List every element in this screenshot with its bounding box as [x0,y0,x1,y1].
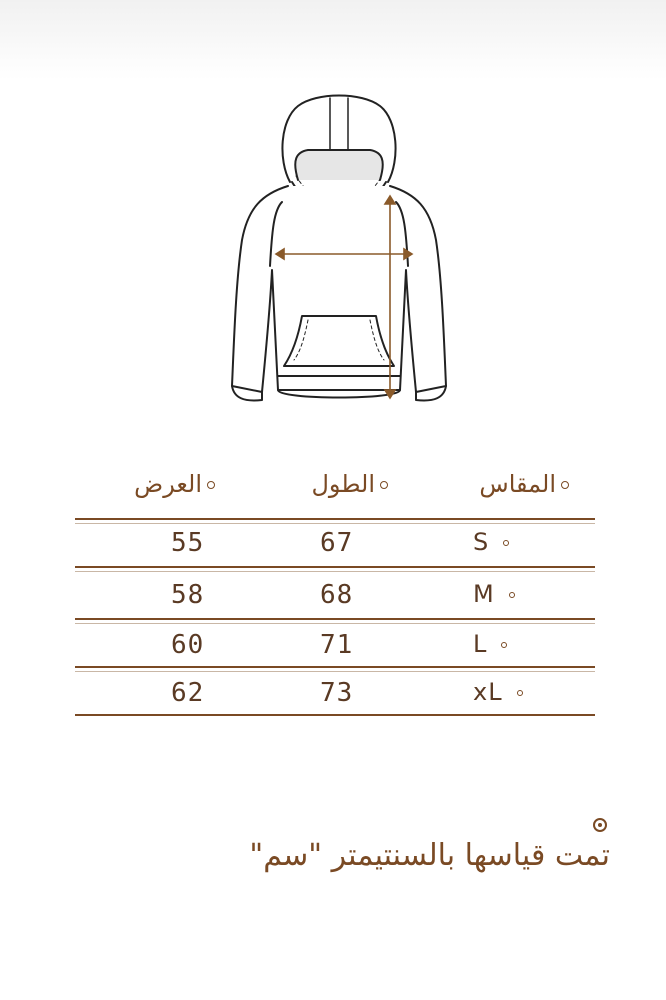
bullet-icon [503,540,509,546]
divider [75,714,595,716]
table-header [75,470,595,510]
divider [75,618,595,620]
divider [75,566,595,568]
header-size: المقاس [479,470,569,498]
bullet-icon [517,690,523,696]
bullet-icon [380,481,388,489]
cell-width: 60 [171,630,205,660]
table-row [75,630,595,670]
table-row [75,528,595,568]
cell-width: 55 [171,528,205,558]
cell-size: xL [473,678,523,706]
header-width: العرض [134,470,215,498]
cell-length: 67 [320,528,354,558]
bullet-icon [207,481,215,489]
cell-width: 62 [171,678,205,708]
table-row [75,580,595,620]
divider [75,518,595,520]
cell-size: M [473,580,515,608]
measurement-note: تمت قياسها بالسنتيمتر "سم" [249,838,610,873]
cell-length: 68 [320,580,354,610]
cell-length: 73 [320,678,354,708]
divider [75,666,595,668]
cell-length: 71 [320,630,354,660]
header-length: الطول [311,470,388,498]
bullet-icon [561,481,569,489]
cell-width: 58 [171,580,205,610]
bullet-icon [509,592,515,598]
table-row [75,678,595,718]
hoodie-measurement-icon [222,90,462,412]
bullet-icon [593,818,607,832]
cell-size: L [473,630,507,658]
bullet-icon [501,642,507,648]
cell-size: S [473,528,509,556]
top-shadow [0,0,666,80]
